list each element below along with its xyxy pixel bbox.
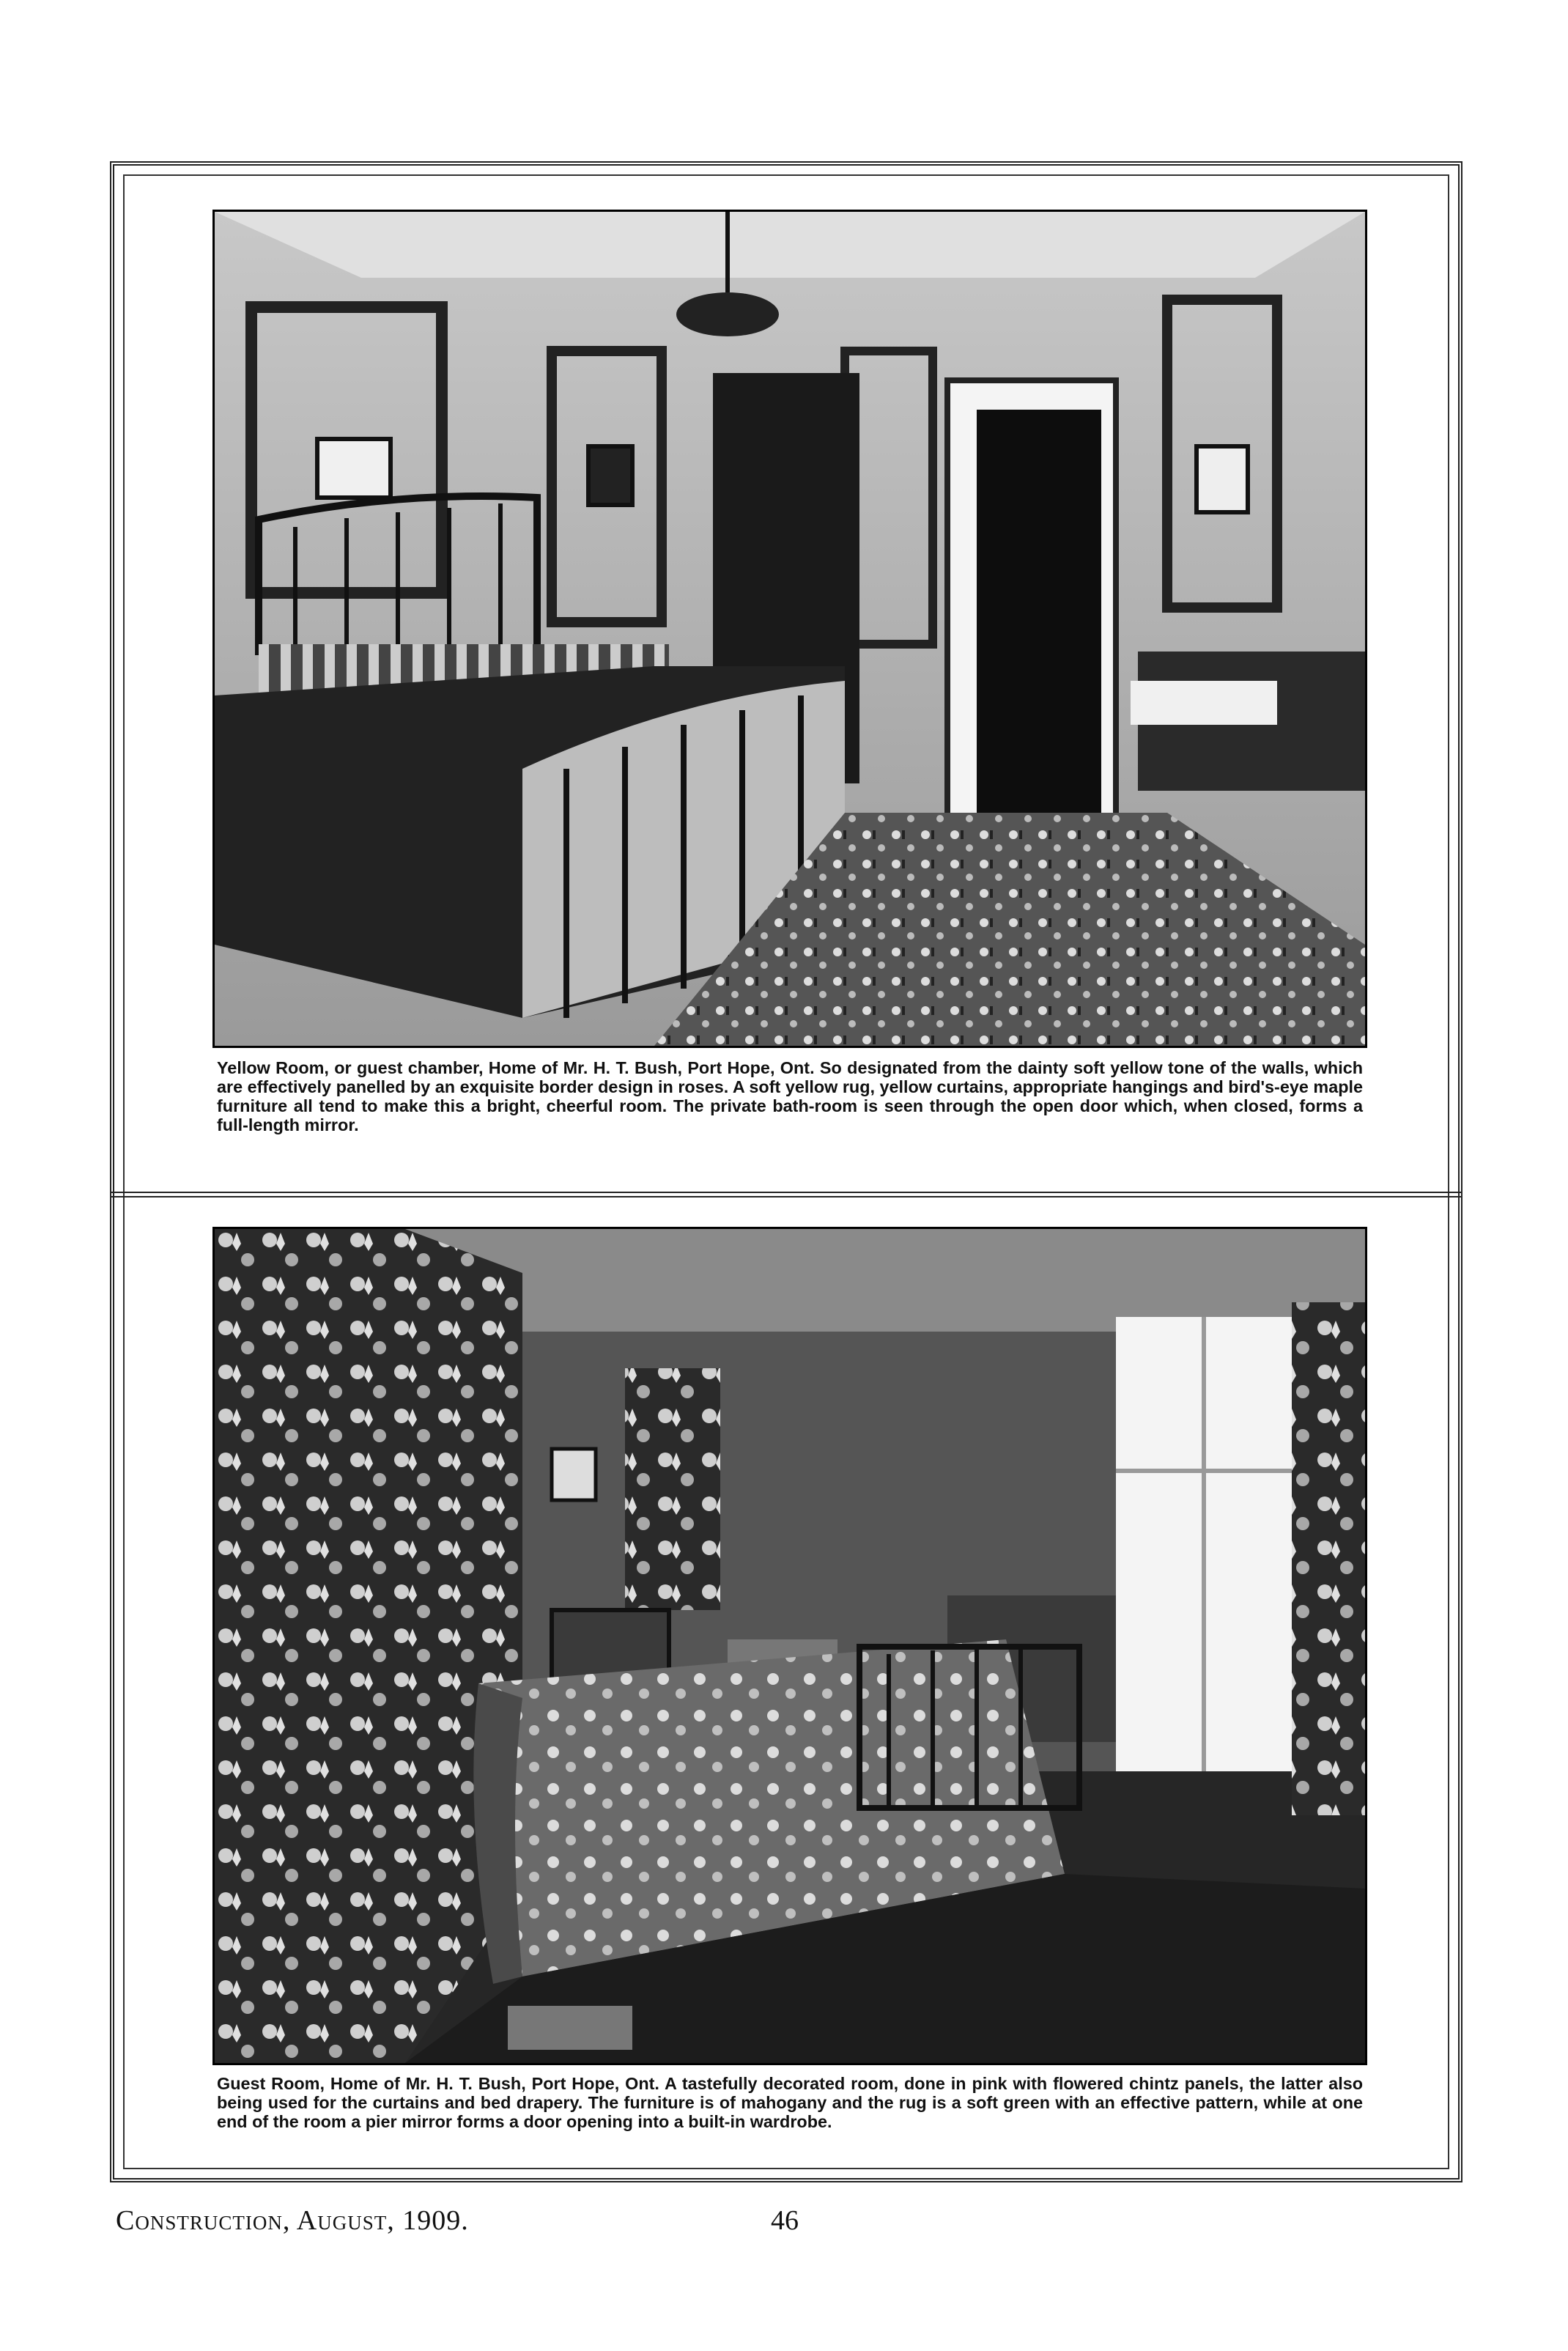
photo-yellow-room	[212, 210, 1367, 1048]
photo-yellow-room-image	[215, 212, 1365, 1046]
photo-guest-room-image	[215, 1229, 1365, 2063]
caption-guest-room: Guest Room, Home of Mr. H. T. Bush, Port Hope, Ont. A tastefully decorated room, done in pink with flowered chintz panels, the latter also being used for the curtains and bed drapery. The furniture is of mahogany and the rug is a soft green with an effective pattern, while at one end of the room a pier mirror forms a door opening into a built-in wardrobe.	[217, 2074, 1363, 2131]
figure-divider	[110, 1192, 1462, 1197]
footer-publication: Construction, August, 1909.	[116, 2205, 469, 2236]
photo-guest-room	[212, 1227, 1367, 2065]
caption-yellow-room: Yellow Room, or guest chamber, Home of Mr. H. T. Bush, Port Hope, Ont. So designated from the dainty soft yellow tone of the walls, which are effectively panelled by an exquisite border design in roses. A soft yellow rug, yellow curtains, appropriate hangings and bird's-eye maple furniture all tend to make this a bright, cheerful room. The private bath-room is seen through the open door which, when closed, forms a full-length mirror.	[217, 1058, 1363, 1134]
page-number: 46	[771, 2205, 799, 2236]
